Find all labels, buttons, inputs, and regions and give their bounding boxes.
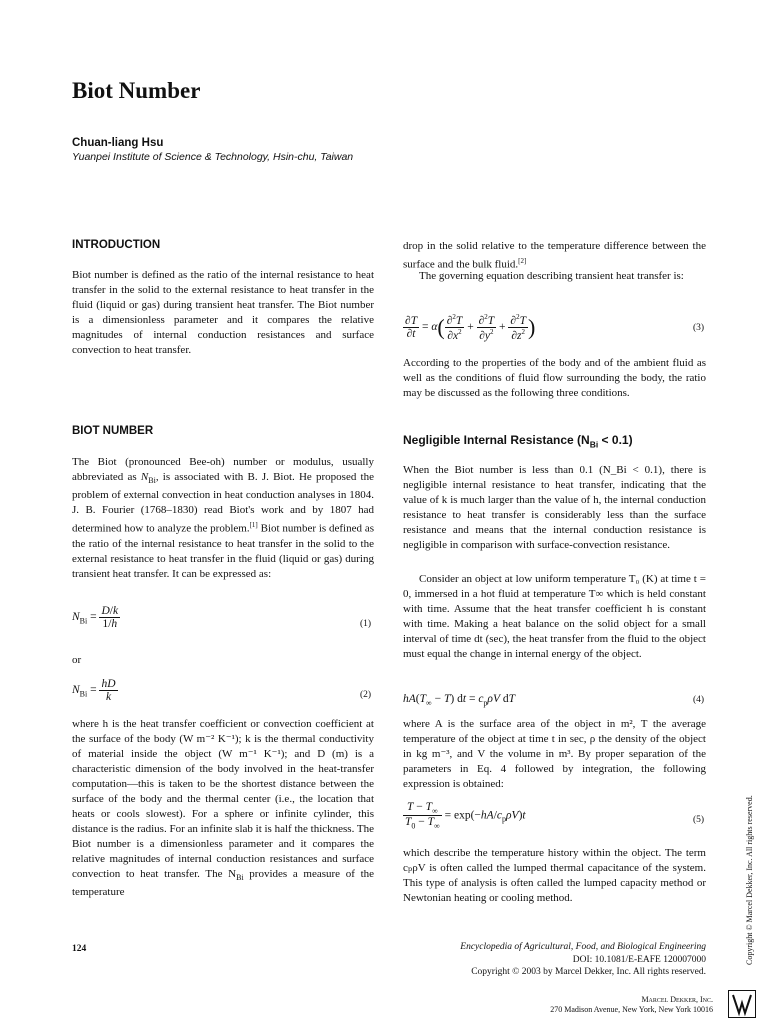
when-paragraph: When the Biot number is less than 0.1 (N_Bi < 0.1), there is negligible internal resistance to heat transfer, indicating that the value of k is much larger than the value of h, the internal conduction resistance to heat transfer is considerably less than the surface resistance and means that the internal conduction resistance is negligible in comparison with surface-convection resistance. — [403, 464, 706, 551]
or-text: or — [72, 654, 82, 666]
author-affiliation: Yuanpei Institute of Science & Technology, Hsin-chu, Taiwan — [72, 151, 354, 163]
equation-4-number: (4) — [693, 695, 705, 705]
equation-1: $N_{Bi}$ = $\frac{D/k}{1/h}$ — [72, 605, 119, 630]
encyclopedia-title: Encyclopedia of Agricultural, Food, and Biological Engineering — [460, 942, 706, 952]
equation-3-number: (3) — [693, 323, 705, 333]
page-number: 124 — [72, 944, 87, 954]
where-area-paragraph: where A is the surface area of the object in m², T the average temperature of the object at time t in sec, ρ the density of the object in kg m⁻³, and V the volume in m³. By proper separation of the parameters in Eq. 4 followed by integration, the following expression is obtained: — [403, 718, 706, 790]
ref-2: [2] — [518, 257, 527, 265]
paper-title: Biot Number — [72, 78, 201, 103]
publisher-name: Marcel Dekker, Inc. — [641, 995, 713, 1004]
publisher-logo-icon — [728, 990, 756, 1018]
equation-4: $hA(T_\infty - T)$ dt = $c_p\rho V$ dT — [403, 693, 515, 708]
continued-paragraph: drop in the solid relative to the temperature difference between the surface and the bulk fluid.[2] — [403, 240, 706, 271]
which-paragraph: which describe the temperature history within the object. The term cₚρV is often called the lumped thermal capacitance of the system. This type of analysis is often called the lumped capacity method or Newtonian heating or cooling method. — [403, 847, 706, 904]
where-paragraph: where h is the heat transfer coefficient or convection coefficient at the surface of the body (W m⁻² K⁻¹); k is the thermal conductivity of material inside the object (W m⁻¹ K⁻¹); and D (m) is a characteristic dimension of the body involved in the heat-transfer computation—this is taken to be the shortest distance between the surface of the body and the thermal center (i.e., the location that heats or cools slowest). For a sphere or infinite cylinder, this distance is the radius. For an infinite slab it is half the thickness. The Biot number is a dimensionless parameter and it compares the relative magnitudes of internal conduction resistances and surface convection to heat transfer. The $N_{Bi}$ provides a measure of the temperature — [72, 718, 375, 899]
biot-heading: BIOT NUMBER — [72, 425, 154, 437]
consider-paragraph: Consider an object at low uniform temperature T₀ (K) at time t = 0, immersed in a hot fluid at temperature T∞ which is held constant with time. Assume that the heat transfer coefficient h is constant with time. Making a heat balance on the solid object for a small interval of time dt (sec), the heat transfer from the fluid to the object must equal the change in internal energy of the object. — [403, 573, 706, 660]
biot-paragraph: The Biot (pronounced Bee-oh) number or modulus, usually abbreviated as $N_{Bi}$, is associated with B. J. Biot. He proposed the problem of external convection in heat conduction analyses in 1804. J. B. Fourier (1768–1830) read Biot's work and by 1807 had determined how to analyze the problem.[1] Biot number is defined as the ratio of the internal resistance to heat transfer in the solid to the external resistance to heat transfer in the fluid (liquid or gas) during transient heat transfer. It can be expressed as: — [72, 456, 374, 580]
side-copyright: Copyright © Marcel Dekker, Inc. All rights reserved. — [745, 795, 754, 965]
equation-5: $\frac{T - T_\infty}{T_0 - T_\infty}$ = $\exp(-hA/c_p\rho V)t$ — [405, 801, 526, 831]
negligible-resistance-heading: Negligible Internal Resistance $(N_{Bi} < 0.1)$ — [403, 433, 633, 450]
equation-5-number: (5) — [693, 815, 705, 825]
copyright-line: Copyright © 2003 by Marcel Dekker, Inc. All rights reserved. — [471, 967, 706, 977]
according-paragraph: According to the properties of the body and of the ambient fluid as well as the conditions of fluid flow surrounding the body, the ratio may be discussed as the following three conditions. — [403, 357, 706, 399]
equation-3: $\frac{\partial T}{\partial t}$ = α( $\frac{\partial^2T}{\partial x^2}$ + $\frac{\partial^2T}{\partial y^2}$ + $\frac{\partial^2T}{\partial z^2}$ ) — [405, 313, 536, 342]
intro-heading: INTRODUCTION — [72, 239, 161, 251]
governing-paragraph: The governing equation describing transient heat transfer is: — [419, 270, 684, 282]
publisher-block — [470, 995, 713, 1015]
author-name: Chuan-liang Hsu — [72, 137, 164, 149]
equation-1-number: (1) — [360, 619, 372, 629]
journal-footer — [380, 941, 706, 979]
publisher-address: 270 Madison Avenue, New York, New York 10016 — [550, 1005, 713, 1014]
equation-2-number: (2) — [360, 690, 372, 700]
ref-1: [1] — [249, 521, 258, 530]
equation-2: $N_{Bi}$ = $\frac{hD}{k}$ — [72, 678, 116, 703]
intro-paragraph: Biot number is defined as the ratio of the internal resistance to heat transfer in the solid to the external resistance to heat transfer in the fluid (liquid or gas) during transient heat transfer. The Biot number is a dimensionless parameter and it compares the relative magnitudes of internal conduction resistances and surface convection to heat transfer. — [72, 269, 374, 356]
doi: DOI: 10.1081/E-EAFE 120007000 — [572, 954, 706, 965]
